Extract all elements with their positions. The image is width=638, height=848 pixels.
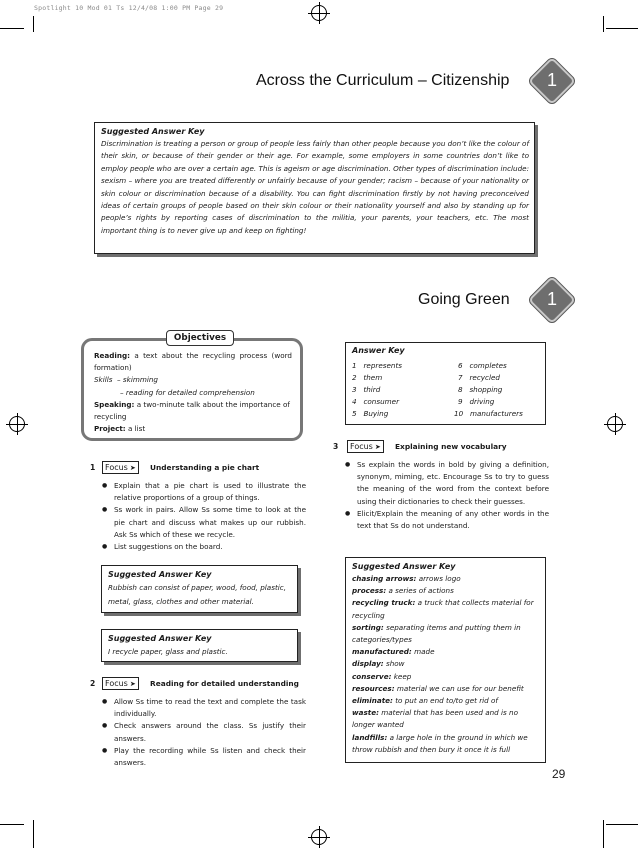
glossary-entry: display: show: [352, 659, 405, 669]
exercise-title: Understanding a pie chart: [150, 463, 260, 472]
objectives-content: [94, 350, 292, 435]
registration-mark-icon: [308, 2, 330, 24]
speaking-label: Speaking:: [94, 399, 135, 409]
glossary-entry: recycling truck: a truck that collects material for recycling: [352, 598, 534, 620]
print-slug: Spotlight 10 Mod 01 Ts 12/4/08 1:00 PM Page 29: [34, 4, 224, 12]
answer-item: 2 them: [352, 373, 383, 382]
answer-key-label: Suggested Answer Key: [108, 634, 212, 643]
arrow-right-icon: ➤: [129, 680, 136, 688]
list-item: ● Ss explain the words in bold by giving a definition, synonym, miming, etc. Encourage Ss to try to guess the meaning of the word from the context before using their dictionaries to check their guesses.: [343, 459, 549, 508]
skills-item: – skimming: [117, 375, 158, 385]
answer-item: 1 represents: [352, 361, 403, 370]
speaking-text: a two-minute talk about the importance of recycling: [94, 399, 290, 422]
answer-item: 5 Buying: [352, 409, 389, 418]
objectives-tag: Objectives: [166, 330, 234, 346]
answer-item: 3 third: [352, 385, 381, 394]
answer-key-label: Suggested Answer Key: [101, 127, 205, 136]
arrow-right-icon: ➤: [374, 443, 381, 451]
answer-item: 7 recycled: [458, 373, 500, 382]
crop-mark: [603, 820, 604, 848]
answer-key-label: Suggested Answer Key: [108, 570, 212, 579]
suggested-key-box: [101, 629, 298, 662]
answer-item: 9 driving: [458, 397, 495, 406]
exercise-3-heading: [333, 440, 548, 454]
exercise-1-bullets: [100, 480, 306, 553]
glossary-entry: eliminate: to put an end to/to get rid of: [352, 696, 498, 706]
reading-text: a text about the recycling process (word formation): [94, 351, 292, 373]
page-number: 29: [552, 767, 566, 781]
crop-mark: [606, 824, 638, 825]
crop-mark: [33, 16, 34, 32]
answer-key-text: Discrimination is treating a person or group of people less fairly than other people because you don’t like the colour of their skin, or because of their gender or their age. For example, some employers in some countries don’t like to employ people who are over a certain age. This is ageism or age discrimination. Other types of discrimination include: sexism – where you are treated differently or unfairly because of your gender; racism – because of your nationality or skin colour or discrimination because of a disability. You can fight discrimination firstly by not having preconceived ideas of certain groups of people based on their skin colour or their nationality yourself and also by standing up for people’s rights by reporting cases of discrimination to the militia, your parents, your teachers, etc. The most important thing is to never give up and keep on fighting!: [101, 139, 529, 235]
glossary-entry: conserve: keep: [352, 671, 412, 681]
focus-tag: Focus ➤: [102, 461, 139, 474]
reading-label: Reading:: [94, 351, 131, 360]
registration-mark-icon: [604, 413, 626, 435]
glossary-entry: process: a series of actions: [352, 586, 454, 596]
exercise-title: Reading for detailed understanding: [150, 679, 299, 688]
list-item: ● List suggestions on the board.: [100, 541, 306, 553]
exercise-number: 3: [333, 442, 339, 451]
glossary-entry: waste: material that has been used and is no longer wanted: [352, 708, 518, 730]
glossary-entry: manufactured: made: [352, 647, 435, 657]
project-label: Project:: [94, 424, 126, 434]
suggested-key-box: [101, 565, 298, 613]
answer-key-text: I recycle paper, glass and plastic.: [108, 647, 228, 656]
focus-tag: Focus ➤: [102, 677, 139, 690]
section-title-citizenship: Across the Curriculum – Citizenship: [256, 72, 510, 89]
answer-item: 4 consumer: [352, 397, 400, 406]
registration-mark-icon: [6, 413, 28, 435]
focus-tag: Focus ➤: [347, 440, 384, 453]
exercise-1-heading: [90, 461, 300, 475]
crop-mark: [606, 28, 638, 29]
exercise-2-heading: [90, 677, 310, 691]
exercise-2-bullets: [100, 696, 306, 769]
list-item: ● Allow Ss time to read the text and complete the task individually.: [100, 696, 306, 720]
module-badge-number: 1: [546, 289, 557, 309]
glossary-box: [345, 557, 546, 763]
exercise-number: 2: [90, 679, 96, 688]
list-item: ● Check answers around the class. Ss justify their answers.: [100, 720, 306, 744]
answer-item: 6 completes: [458, 361, 507, 370]
glossary-entry: landfills: a large hole in the ground in which we throw rubbish and then bury it once it is full: [352, 732, 528, 754]
glossary-entry: resources: material we can use for our benefit: [352, 683, 524, 693]
answer-key-text: Rubbish can consist of paper, wood, food, plastic, metal, glass, clothes and other material.: [108, 583, 286, 606]
project-text: a list: [127, 424, 146, 434]
crop-mark: [0, 28, 24, 29]
crop-mark: [603, 16, 604, 32]
crop-mark: [0, 824, 24, 825]
answer-key-box: [94, 122, 535, 254]
skills-label: Skills: [94, 375, 113, 385]
registration-mark-icon: [308, 826, 330, 848]
module-badge-number: 1: [546, 70, 557, 90]
arrow-right-icon: ➤: [129, 464, 136, 472]
crop-mark: [33, 820, 34, 848]
list-item: ● Explain that a pie chart is used to illustrate the relative proportions of a group of things.: [100, 480, 306, 504]
section-title-going-green: Going Green: [418, 291, 510, 308]
list-item: ● Play the recording while Ss listen and check their answers.: [100, 745, 306, 769]
exercise-number: 1: [90, 463, 96, 472]
answer-item: 10 manufacturers: [454, 409, 523, 418]
exercise-3-bullets: [343, 459, 549, 532]
glossary-entry: sorting: separating items and putting them in categories/types: [352, 622, 521, 645]
list-item: ● Ss work in pairs. Allow Ss some time to look at the pie chart and discuss what makes up our rubbish. Ask Ss which of these we recycle.: [100, 504, 306, 541]
answer-key-label: Answer Key: [352, 346, 405, 355]
answer-key-label: Suggested Answer Key: [352, 562, 456, 571]
exercise-title: Explaining new vocabulary: [395, 442, 507, 451]
answer-item: 8 shopping: [458, 385, 503, 394]
glossary-entry: chasing arrows: arrows logo: [352, 574, 461, 583]
skills-item: – reading for detailed comprehension: [120, 387, 255, 397]
list-item: ● Elicit/Explain the meaning of any other words in the text that Ss do not understand.: [343, 508, 549, 532]
